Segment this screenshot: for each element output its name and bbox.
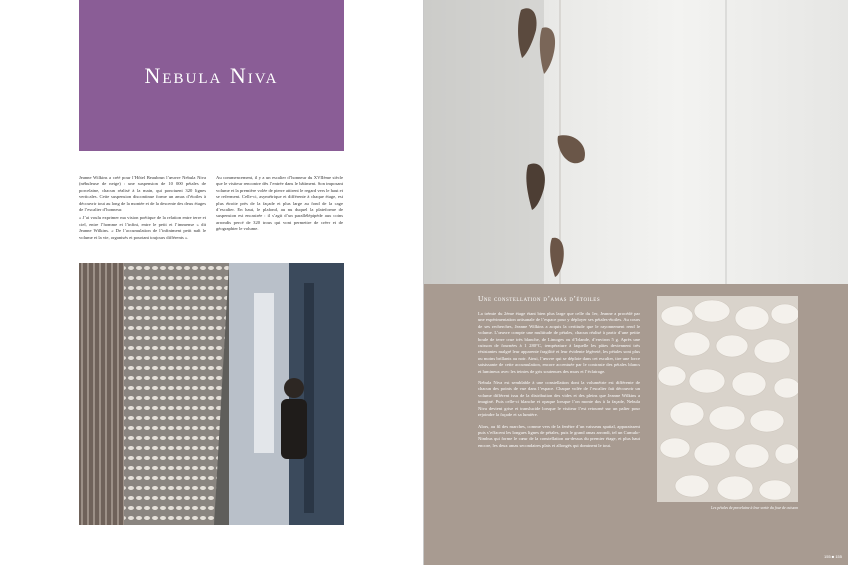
porcelain-petals-illustration xyxy=(657,296,798,502)
paragraph: Alors, au fil des marches, comme vers de la fenêtre d’un vaisseau spatial, apparaissent puis s’effacent les longues lignes de pétales, puis le grand amas arrondi, tel un Cumulo-Nimbus qui forme le cœur de la constellation au-dessus du premier étage, et plus haut encore, les deux amas secondaires plats et allongés qui dominent le tout. xyxy=(478,423,640,448)
text-column-2 xyxy=(216,175,343,235)
petal-suspension-illustration xyxy=(424,0,848,284)
title-block xyxy=(79,0,344,151)
paragraph: Au commencement, il y a un escalier d’honneur du XVIIème siècle que le visiteur rencontre dès l’entrée dans le bâtiment. Son imposant volume et la première volée de pierre attirent le regard vers le haut et se referment. Celle-ci, asymétrique et différente à chaque étage, est plus étroite près de la façade et plus large au fond de la cage d’escalier. En haut, le plafond, au nu duquel la plateforme de suspension est encastrée : il s’agit d’un parallélépipède aux coins arrondis percé de 320 trous qui vont permettre de créer et de géographier le volume. xyxy=(216,175,343,232)
panel-text xyxy=(478,311,640,454)
section-title: Une constellation d’amas d’étoiles xyxy=(478,294,601,303)
page-number: 155 ■ 155 xyxy=(824,554,842,559)
staircase-photo xyxy=(79,263,344,525)
right-page xyxy=(424,0,848,565)
staircase-illustration xyxy=(79,263,344,525)
suspension-photo xyxy=(424,0,848,284)
photo-caption: Les pétales de porcelaine à leur sortie du four de cuisson xyxy=(711,506,798,510)
feature-panel xyxy=(424,284,848,565)
article-title: Nebula Niva xyxy=(144,62,279,88)
porcelain-petals-photo xyxy=(657,296,798,502)
paragraph: La trémie du 2ème étage étant bien plus large que celle du 1er, Jeanne a procédé par une expérimentation artisanale de l’espace pour y déployer ses pétales-étoiles. Au cours de ses recherches, Jeanne Wilkins a acquis la certitude que le rayonnement rend le volume. L’œuvre compte une multitude de pétales, chacun réalisé à partir d’une petite boule de terre crue très blanche, de Limoges ou d’Irlande, d’environ 5 g. Après une cuisson de fournées à 1 280°C, température à laquelle les pâtes deviennent très résistantes malgré leur apparente fragilité et leur évidente légèreté, les pétales sont plus ou moins brillants au noir. Ainsi, l’œuvre qui se déploie dans cet escalier, tire une force saisissante de cette accumulation, encore accentuée par le contraste des pétales blancs et lumineux avec les teintes de gris soutenues des murs et l’éclairage. xyxy=(478,311,640,374)
paragraph: Nebula Niva est semblable à une constellation dont la volumétrie est différente de chacun des points de vue dans l’espace. Chaque volée de l’escalier fait découvrir un volume différent issu de la distribution des vides et des pleins que Jeanne Wilkins a imaginé. Puis celle-ci blanche et opaque lorsque l’on monte dos à la façade, Nebula Niva devient grise et translucide lorsque le visiteur l’est retourné sur un palier pour rejoindre la façade et sa lumière. xyxy=(478,380,640,418)
paragraph: « J’ai voulu exprimer ma vision poétique de la relation entre terre et ciel, entre l’homme et l’infini, entre le petit et l’immense » dit Jeanne Wilkins. « De l’accumulation de l’infiniment petit naît le volume et la vie, organisés et pourtant toujours différents ». xyxy=(79,215,206,240)
text-column-1 xyxy=(79,175,206,243)
paragraph: Jeanne Wilkins a créé pour l’Hôtel Beaubrun l’œuvre Nebula Niva (nébuleuse de neige) : une suspension de 10 000 pétales de porcelaine, chacun réalisé à la main, qui ponctuent 320 lignes verticales. Cette suspension discontinue forme un amas d’étoiles à découvrir tout au long de la montée et de la descente des deux étages de l’escalier d’honneur. xyxy=(79,175,206,213)
